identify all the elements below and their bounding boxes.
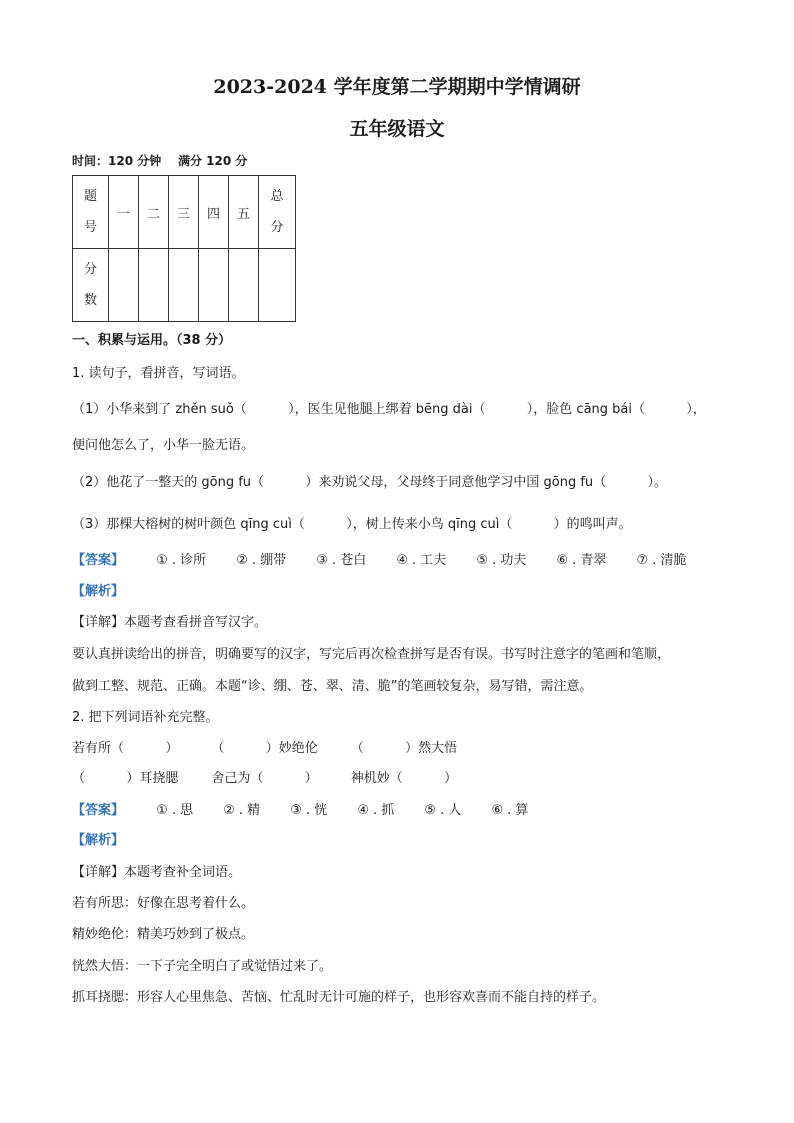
col-header-4: 四 [199,176,229,249]
q2-explain-4: 抓耳挠腮：形容人心里焦急、苦恼、忙乱时无计可施的样子，也形容欢喜而不能自持的样子。 [72,990,606,1005]
q2-row-2: （ ）耳挠腮 舍己为（ ） 神机妙（ ） [72,771,458,786]
q1-line-3: （3）那棵大榕树的树叶颜色 qīng cuì（ ），树上传来小鸟 qīng cuì（ ）的鸣叫声。 [72,517,632,532]
col-header-3: 三 [169,176,199,249]
q1-explain-b: 做到工整、规范、正确。本题“诊、绷、苍、翠、清、脆”的笔画较复杂，易写错，需注意。 [72,679,593,694]
answer-item: ③ . 苍白 [316,553,367,568]
answer-item: ⑥ . 算 [491,803,529,818]
answer-tag: 【答案】 [72,553,125,568]
answer-item: ① . 思 [156,803,194,818]
q2-detail: 【详解】本题考查补全词语。 [72,865,242,880]
q2-explain-1: 若有所思：好像在思考着什么。 [72,896,255,911]
q1-answer-row [72,549,686,568]
row-label-score: 分 数 [73,249,109,322]
q1-detail: 【详解】本题考查看拼音写汉字。 [72,615,268,630]
score-cell[interactable] [139,249,169,322]
section-heading: 一、积累与运用。（38 分） [72,333,232,348]
q1-line-1a: （1）小华来到了 zhěn suǒ（ ），医生见他腿上绑着 bēng dài（ ），脸色 cāng bái（ ）， [72,402,706,417]
answer-item: ④ . 工夫 [396,553,447,568]
score-cell[interactable] [229,249,259,322]
col-header-1: 一 [109,176,139,249]
score-table [72,175,296,322]
page-title: 2023-2024 学年度第二学期期中学情调研 [213,76,581,98]
answer-tag: 【答案】 [72,803,125,818]
q1-explain-a: 要认真拼读给出的拼音，明确要写的汉字，写完后再次检查拼写是否有误。书写时注意字的笔画和笔顺， [72,647,671,662]
score-cell[interactable] [199,249,229,322]
q1-prompt: 1. 读句子，看拼音，写词语。 [72,366,245,381]
row-label-question: 题 号 [73,176,109,249]
q2-explain-3: 恍然大悟：一下子完全明白了或觉悟过来了。 [72,959,333,974]
col-header-5: 五 [229,176,259,249]
analysis-tag: 【解析】 [72,833,125,848]
q2-explain-2: 精妙绝伦：精美巧妙到了极点。 [72,927,255,942]
q2-row-1: 若有所（ ） （ ）妙绝伦 （ ）然大悟 [72,741,458,756]
exam-meta: 时间：120 分钟 满分 120 分 [72,154,248,168]
score-cell-total[interactable] [259,249,296,322]
answer-item: ⑤ . 功夫 [476,553,527,568]
q2-prompt: 2. 把下列词语补充完整。 [72,710,219,725]
answer-item: ② . 绷带 [236,553,287,568]
answer-item: ⑥ . 青翠 [556,553,607,568]
q2-answer-row [72,799,528,818]
answer-item: ① . 诊所 [156,553,207,568]
answer-item: ④ . 抓 [357,803,395,818]
answer-item: ⑤ . 人 [424,803,462,818]
answer-item: ② . 精 [223,803,261,818]
analysis-tag: 【解析】 [72,584,125,599]
score-cell[interactable] [109,249,139,322]
col-header-2: 二 [139,176,169,249]
answer-item: ⑦ . 清脆 [636,553,687,568]
q1-line-2: （2）他花了一整天的 gōng fu（ ）来劝说父母，父母终于同意他学习中国 gōng fu（ ）。 [72,475,667,490]
col-header-total: 总 分 [259,176,296,249]
answer-item: ③ . 恍 [290,803,328,818]
q1-line-1b: 便问他怎么了，小华一脸无语。 [72,438,255,453]
page-subtitle: 五年级语文 [349,118,445,140]
score-cell[interactable] [169,249,199,322]
